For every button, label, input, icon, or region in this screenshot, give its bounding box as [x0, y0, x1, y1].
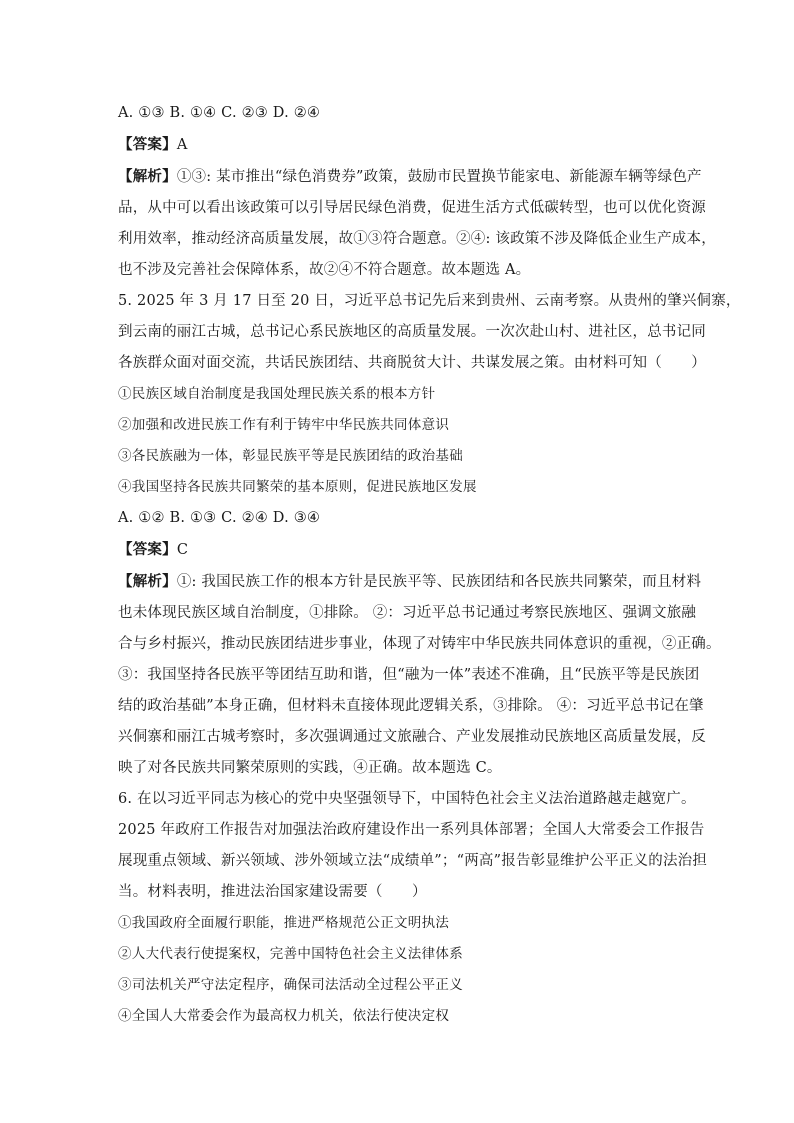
answer-value: A	[176, 137, 188, 153]
answer-label: 【答案】	[118, 136, 177, 153]
q5-stem-line: 5. 2025 年 3 月 17 日至 20 日，习近平总书记先后来到贵州、云南考察。从贵州的肇兴侗寨，	[118, 293, 741, 309]
q5-analysis-line: ③：我国坚持各民族平等团结互助和谐，但“融为一体”表述不准确，且“民族平等是民族团	[118, 667, 700, 683]
q6-option: ②人大代表行使提案权，完善中国特色社会主义法律体系	[118, 946, 463, 962]
q5-analysis-line: 兴侗寨和丽江古城考察时，多次强调通过文旅融合、产业发展推动民族地区高质量发展，反	[118, 729, 706, 745]
q4-analysis-line: 利用效率，推动经济高质量发展，故①③符合题意。②④: 该政策不涉及降低企业生产成本，	[118, 231, 716, 247]
analysis-label: 【解析】	[118, 168, 177, 185]
analysis-text: ①③: 某市推出“绿色消费券”政策，鼓励市民置换节能家电、新能源车辆等绿色产	[176, 169, 702, 185]
q6-option: ④全国人大常委会作为最高权力机关，依法行使决定权	[118, 1008, 450, 1024]
q6-option: ③司法机关严守法定程序，确保司法活动全过程公平正义	[118, 977, 463, 993]
q5-choices: A. ①② B. ①③ C. ②④ D. ③④	[118, 510, 321, 526]
q5-answer	[118, 534, 678, 566]
q5-option: ④我国坚持各民族共同繁荣的基本原则，促进民族地区发展	[118, 479, 477, 495]
q4-analysis-line: 也不涉及完善社会保障体系，故②④不符合题意。故本题选 A。	[118, 262, 531, 278]
q4-choices: A. ①③ B. ①④ C. ②③ D. ②④	[118, 105, 321, 121]
q5-stem-line: 到云南的丽江古城，总书记心系民族地区的高质量发展。一次次赴山村、进社区，总书记同	[118, 324, 706, 340]
q5-analysis-line: 结的政治基础”本身正确，但材料未直接体现此逻辑关系，③排除。 ④：习近平总书记在肇	[118, 698, 704, 714]
q4-analysis-line: 品，从中可以看出该政策可以引导居民绿色消费，促进生活方式低碳转型，也可以优化资源	[118, 200, 706, 216]
q5-stem-line: 各族群众面对面交流，共话民族团结、共商脱贫大计、共谋发展之策。由材料可知（ ）	[118, 355, 706, 371]
q5-option: ②加强和改进民族工作有利于铸牢中华民族共同体意识	[118, 417, 450, 433]
q6-stem-line: 当。材料表明，推进法治国家建设需要（ ）	[118, 884, 427, 900]
q5-option: ①民族区域自治制度是我国处理民族关系的根本方针	[118, 386, 436, 402]
analysis-label: 【解析】	[118, 573, 177, 590]
q5-option: ③各民族融为一体，彰显民族平等是民族团结的政治基础	[118, 448, 463, 464]
q4-answer	[118, 129, 678, 161]
q5-analysis-line: 合与乡村振兴，推动民族团结进步事业，体现了对铸牢中华民族共同体意识的重视，②正确。	[118, 636, 721, 652]
document-page	[118, 98, 741, 1032]
q6-stem-line: 2025 年政府工作报告对加强法治政府建设作出一系列具体部署；全国人大常委会工作报告	[118, 822, 705, 838]
q6-stem-line: 展现重点领域、新兴领域、涉外领域立法“成绩单”；“两高”报告彰显维护公平正义的法治担	[118, 853, 708, 869]
q6-option: ①我国政府全面履行职能，推进严格规范公正文明执法	[118, 915, 450, 931]
answer-value: C	[176, 542, 189, 558]
q5-analysis-line	[118, 566, 702, 598]
q4-analysis-line	[118, 161, 702, 193]
answer-label: 【答案】	[118, 541, 177, 558]
q6-stem-line: 6. 在以习近平同志为核心的党中央坚强领导下，中国特色社会主义法治道路越走越宽广。	[118, 791, 696, 807]
analysis-text: ①: 我国民族工作的根本方针是民族平等、民族团结和各民族共同繁荣，而且材料	[176, 574, 702, 590]
q5-analysis-line: 映了对各民族共同繁荣原则的实践，④正确。故本题选 C。	[118, 760, 502, 776]
q5-analysis-line: 也未体现民族区域自治制度，①排除。 ②：习近平总书记通过考察民族地区、强调文旅融	[118, 605, 697, 621]
